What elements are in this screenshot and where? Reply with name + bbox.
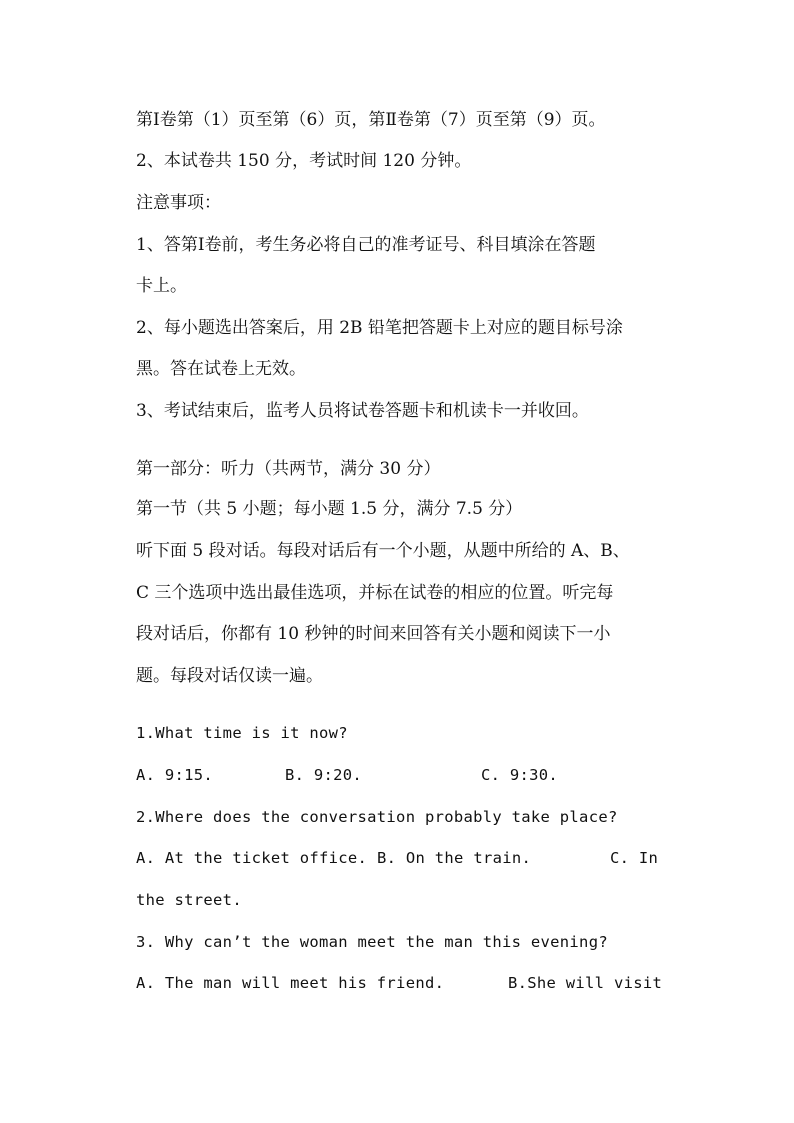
instruction-line-score-time: 2、本试卷共 150 分，考试时间 120 分钟。 xyxy=(136,151,472,171)
question-3-option-a: A. The man will meet his friend. xyxy=(136,974,445,992)
part-title: 第一部分：听力（共两节，满分 30 分） xyxy=(136,459,441,479)
question-3-option-b: B.She will visit xyxy=(508,974,663,992)
question-1-option-b: B. 9:20. xyxy=(285,766,363,784)
question-1-option-a: A. 9:15. xyxy=(136,766,214,784)
directions-line-2: C 三个选项中选出最佳选项，并标在试卷的相应的位置。听完每 xyxy=(136,583,614,603)
question-1-option-c: C. 9:30. xyxy=(481,766,559,784)
question-2-option-b: B. On the train. xyxy=(377,849,532,867)
notice-item-3: 3、考试结束后，监考人员将试卷答题卡和机读卡一并收回。 xyxy=(136,401,589,421)
directions-line-1: 听下面 5 段对话。每段对话后有一个小题，从题中所给的 A、B、 xyxy=(136,541,630,561)
notice-item-2-cont: 黑。答在试卷上无效。 xyxy=(136,359,306,379)
instruction-line-pages: 第Ⅰ卷第（1）页至第（6）页，第Ⅱ卷第（7）页至第（9）页。 xyxy=(136,110,606,130)
directions-line-4: 题。每段对话仅读一遍。 xyxy=(136,666,323,686)
question-2-option-c-cont: the street. xyxy=(136,891,242,909)
directions-line-3: 段对话后，你都有 10 秒钟的时间来回答有关小题和阅读下一小 xyxy=(136,624,611,644)
section-title: 第一节（共 5 小题；每小题 1.5 分，满分 7.5 分） xyxy=(136,499,523,519)
question-2-option-c: C. In xyxy=(610,849,659,867)
notice-item-1-cont: 卡上。 xyxy=(136,276,187,296)
notice-item-1: 1、答第Ⅰ卷前，考生务必将自己的准考证号、科目填涂在答题 xyxy=(136,235,596,255)
question-2-option-a: A. At the ticket office. xyxy=(136,849,368,867)
question-3-stem: 3. Why can’t the woman meet the man this evening? xyxy=(136,933,608,951)
notice-item-2: 2、每小题选出答案后，用 2B 铅笔把答题卡上对应的题目标号涂 xyxy=(136,318,623,338)
notice-heading: 注意事项： xyxy=(136,193,221,213)
question-1-stem: 1.What time is it now? xyxy=(136,724,348,742)
question-2-stem: 2.Where does the conversation probably take place? xyxy=(136,808,618,826)
